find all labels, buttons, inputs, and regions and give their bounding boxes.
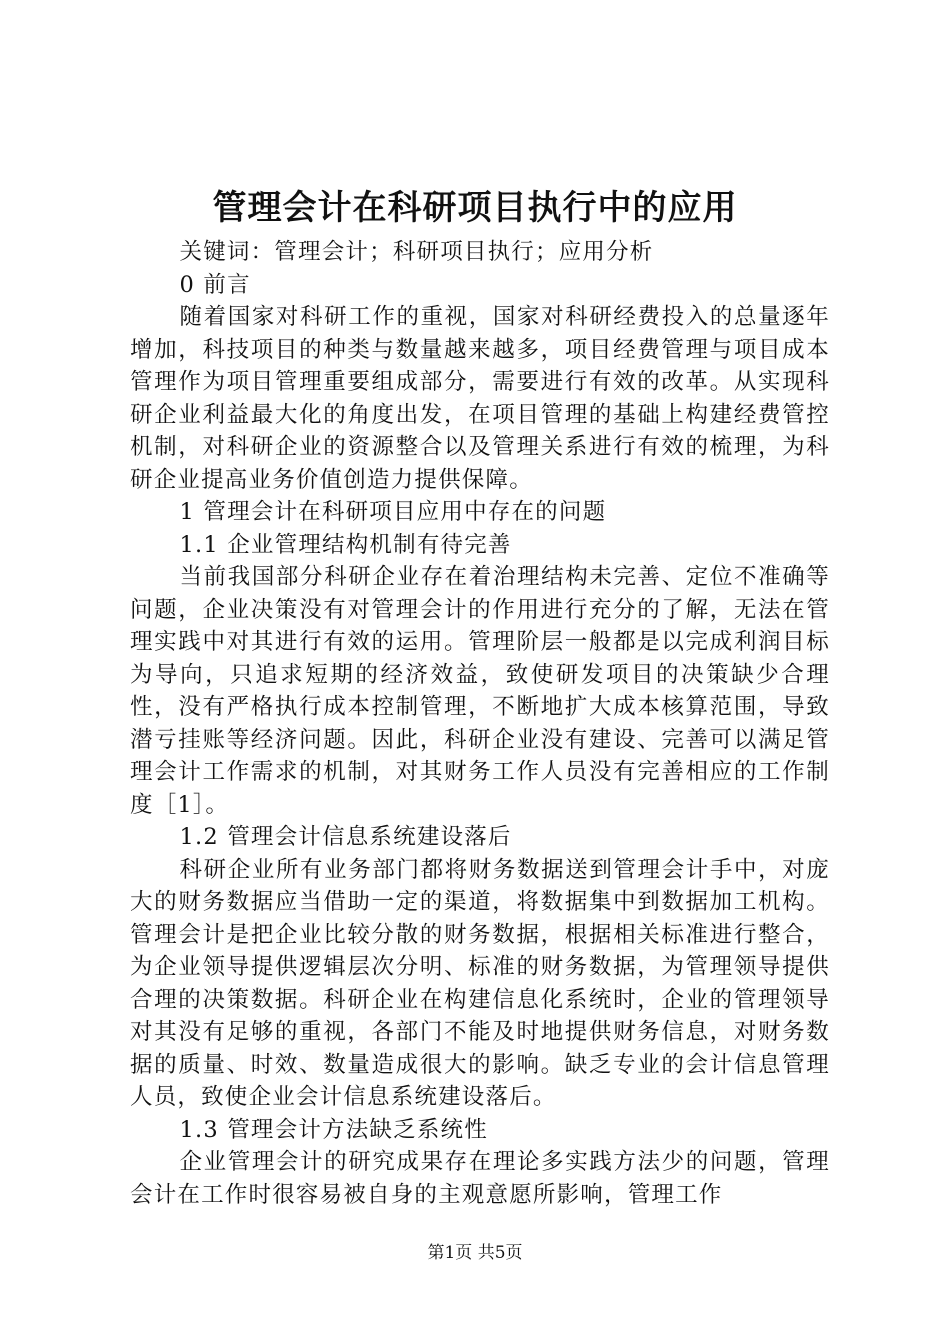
keywords-line: 关键词：管理会计；科研项目执行；应用分析: [179, 239, 654, 265]
document-title: 管理会计在科研项目执行中的应用: [212, 188, 738, 228]
paragraph-intro: 随着国家对科研工作的重视，国家对科研经费投入的总量逐年增加，科技项目的种类与数量越来越多，项目经费管理与项目成本管理作为项目管理重要组成部分，需要进行有效的改革。从实现科研企业利益最大化的角度出发，在项目管理的基础上构建经费管控机制，对科研企业的资源整合以及管理关系进行有效的梳理，为科研企业提高业务价值创造力提供保障。: [130, 304, 830, 493]
section-heading-1-1: 1.1 企业管理结构机制有待完善: [179, 531, 512, 558]
section-heading-preface: 0 前言: [179, 271, 251, 298]
section-heading-1: 1 管理会计在科研项目应用中存在的问题: [179, 499, 607, 525]
page-footer: 第1页 共5页: [427, 1243, 523, 1263]
paragraph-1-3: 企业管理会计的研究成果存在理论多实践方法少的问题，管理会计在工作时很容易被自身的主观意愿所影响，管理工作: [130, 1149, 830, 1208]
section-heading-1-3: 1.3 管理会计方法缺乏系统性: [179, 1116, 488, 1143]
paragraph-1-1: 当前我国部分科研企业存在着治理结构未完善、定位不准确等问题，企业决策没有对管理会计的作用进行充分的了解，无法在管理实践中对其进行有效的运用。管理阶层一般都是以完成利润目标为导向，只追求短期的经济效益，致使研发项目的决策缺少合理性，没有严格执行成本控制管理，不断地扩大成本核算范围，导致潜亏挂账等经济问题。因此，科研企业没有建设、完善可以满足管理会计工作需求的机制，对其财务工作人员没有完善相应的工作制度［1］。: [130, 564, 830, 818]
section-heading-1-2: 1.2 管理会计信息系统建设落后: [179, 824, 512, 850]
document-body: [130, 236, 830, 1211]
paragraph-1-2: 科研企业所有业务部门都将财务数据送到管理会计手中，对庞大的财务数据应当借助一定的渠道，将数据集中到数据加工机构。管理会计是把企业比较分散的财务数据，根据相关标准进行整合，为企业领导提供逻辑层次分明、标准的财务数据，为管理领导提供合理的决策数据。科研企业在构建信息化系统时，企业的管理领导对其没有足够的重视，各部门不能及时地提供财务信息，对财务数据的质量、时效、数量造成很大的影响。缺乏专业的会计信息管理人员，致使企业会计信息系统建设落后。: [130, 856, 830, 1110]
